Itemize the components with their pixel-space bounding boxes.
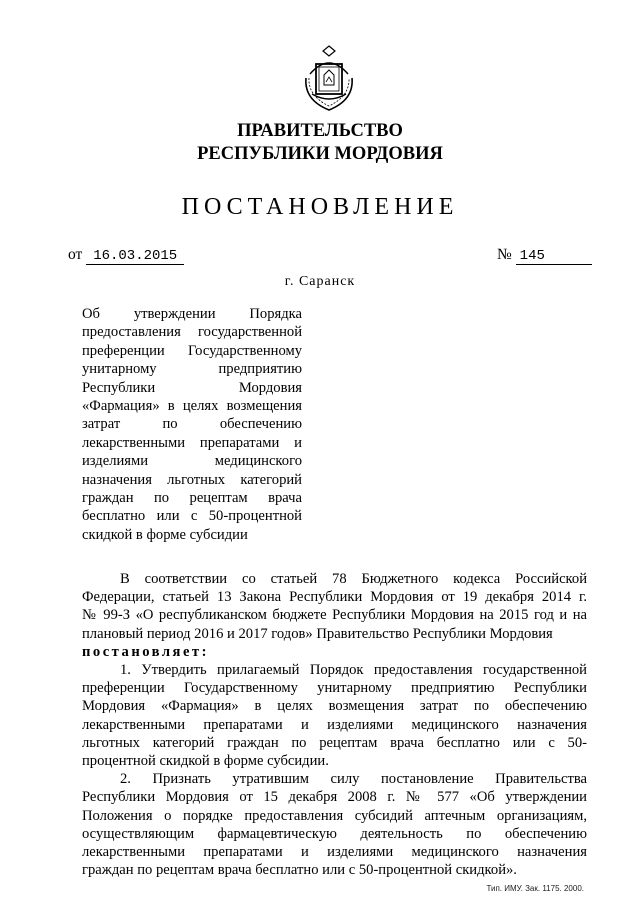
resolve-word: постановляет: (82, 643, 209, 660)
item-1-line: лекарственными препаратами и изделиями медицинского назначения (82, 716, 587, 733)
body-line: Федерации, статьей 13 Закона Республики Мордовия от 19 декабря 2014 г. (82, 589, 587, 606)
item-1-line: процентной скидкой в форме субсидии. (82, 753, 329, 770)
item-1-line: Мордовия «Фармация» в целях возмещения затрат по обеспечению (82, 698, 587, 715)
subject-line: Республики Мордовия (82, 379, 302, 396)
document-body (82, 570, 587, 879)
body-line: В соответствии со статьей 78 Бюджетного кодекса Российской (120, 571, 587, 587)
subject-line: «Фармация» в целях возмещения (82, 398, 302, 415)
document-subject (82, 305, 302, 544)
subject-line: затрат по обеспечению (82, 416, 302, 433)
document-type-title: ПОСТАНОВЛЕНИЕ (181, 194, 459, 220)
document-date: 16.03.2015 (86, 248, 184, 265)
subject-line: предоставления государственной (82, 324, 302, 341)
subject-line: бесплатно или с 50-процентной (82, 508, 302, 525)
body-line: № 99-З «О республиканском бюджете Республики Мордовия на 2015 год и на (82, 607, 587, 624)
org-name-line1: ПРАВИТЕЛЬСТВО (237, 121, 403, 141)
coat-of-arms-emblem (300, 44, 358, 112)
body-line: плановый период 2016 и 2017 годов» Правительство Республики Мордовия (82, 625, 553, 642)
subject-line: изделиями медицинского (82, 453, 302, 470)
date-prefix: от (68, 246, 83, 263)
org-name-line2: РЕСПУБЛИКИ МОРДОВИЯ (197, 144, 443, 164)
date-row (68, 246, 184, 265)
item-2-line: граждан по рецептам врача бесплатно или с 50-процентной скидкой». (82, 862, 517, 879)
item-2-line: осуществляющим фармацевтическую деятельность по обеспечению (82, 825, 587, 842)
item-2-line: лекарственными препаратами и изделиями медицинского назначения (82, 844, 587, 861)
item-1-line: преференции Государственному унитарному предприятию Республики (82, 680, 587, 697)
subject-line: лекарственными препаратами и (82, 434, 302, 451)
subject-line: Об утверждении Порядка (82, 306, 302, 322)
item-1-line: льготных категорий граждан по рецептам врача бесплатно или с 50- (82, 734, 587, 751)
subject-line: назначения льготных категорий (82, 471, 302, 488)
number-prefix: № (497, 246, 512, 263)
item-1-line: 1. Утвердить прилагаемый Порядок предоставления государственной (120, 662, 587, 679)
document-number: 145 (516, 248, 592, 265)
item-2-line: 2. Признать утратившим силу постановление Правительства (120, 771, 587, 788)
item-2-line: Республики Мордовия от 15 декабря 2008 г. № 577 «Об утверждении (82, 789, 587, 806)
subject-line: унитарному предприятию (82, 361, 302, 378)
subject-line: граждан по рецептам врача (82, 490, 302, 507)
printer-footer: Тип. ИМУ. Зак. 1175. 2000. (486, 884, 584, 893)
subject-line: преференции Государственному (82, 342, 302, 359)
subject-line: скидкой в форме субсидии (82, 526, 248, 543)
number-row (497, 246, 592, 265)
city: г. Саранск (284, 274, 356, 289)
item-2-line: Положения о порядке предоставления субсидий аптечным организациям, (82, 807, 587, 824)
